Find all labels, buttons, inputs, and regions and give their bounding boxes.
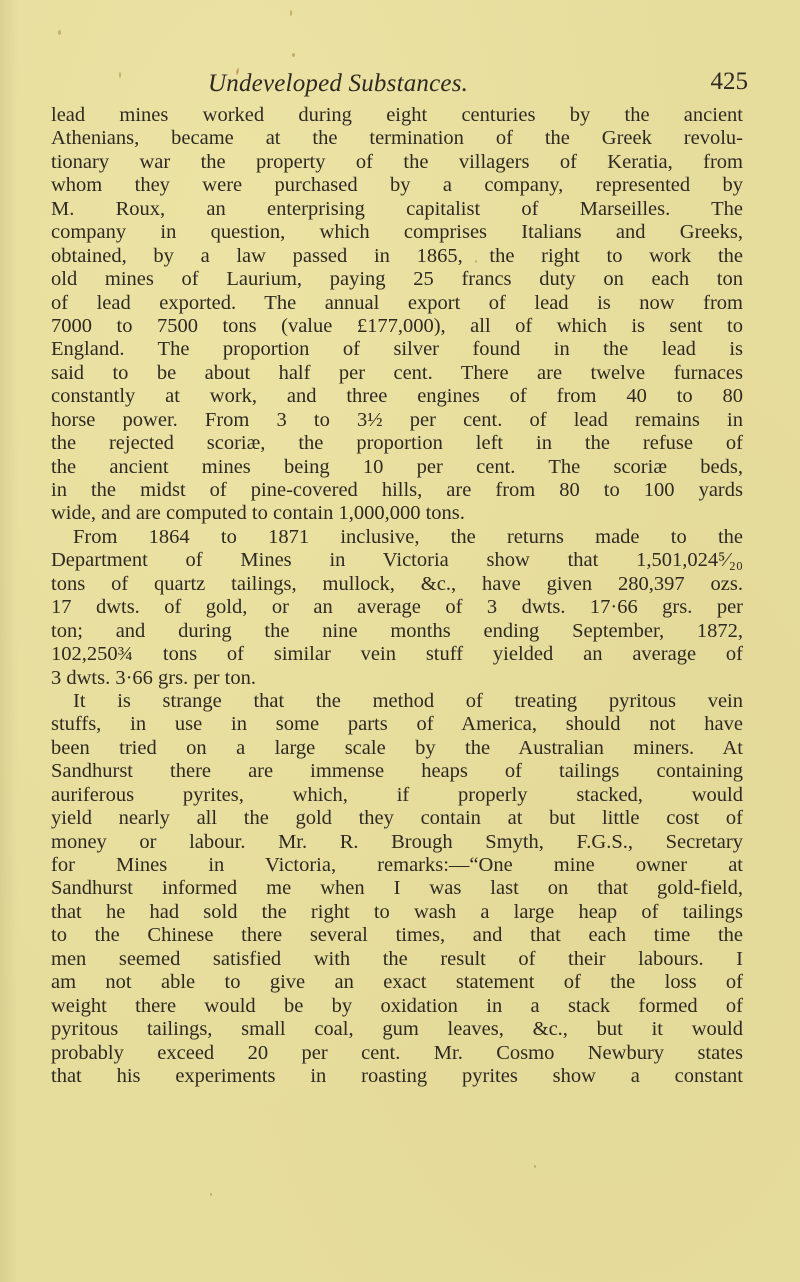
text-line: It is strange that the method of treating pyritous vein <box>73 689 743 712</box>
text-line: for Mines in Victoria, remarks:—“One mine owner at <box>51 854 743 876</box>
text-line: M. Roux, an enterprising capitalist of Marseilles. The <box>51 197 743 220</box>
text-line: old mines of Laurium, paying 25 francs duty on each ton <box>51 268 743 291</box>
text-line: horse power. From 3 to 3½ per cent. of lead remains in <box>51 408 743 431</box>
text-line: Department of Mines in Victoria show that 1,501,024⁵⁄₂₀ <box>51 549 743 572</box>
text-line: that his experiments in roasting pyrites show a constant <box>51 1064 743 1087</box>
paper-speck <box>58 30 61 35</box>
text-line: weight there would be by oxidation in a stack formed of <box>51 994 743 1017</box>
text-line: pyritous tailings, small coal, gum leaves, &c., but it would <box>51 1018 743 1041</box>
text-line: wide, and are computed to contain 1,000,000 tons. <box>51 502 465 525</box>
text-line: auriferous pyrites, which, if properly stacked, would <box>51 783 743 806</box>
paper-speck <box>534 1165 536 1168</box>
text-line: company in question, which comprises Italians and Greeks, <box>51 221 743 244</box>
page-number: 425 <box>710 68 748 95</box>
text-line: whom they were purchased by a company, represented by <box>51 174 743 197</box>
text-line: yield nearly all the gold they contain at but little cost of <box>51 807 743 830</box>
text-line: 17 dwts. of gold, or an average of 3 dwts. 17·66 grs. per <box>51 596 743 619</box>
text-line: obtained, by a law passed in 1865, the right to work the <box>51 244 743 267</box>
paper-speck <box>292 53 295 57</box>
text-line: lead mines worked during eight centuries by the ancient <box>51 104 743 126</box>
text-line: the rejected scoriæ, the proportion left in the refuse of <box>51 432 743 455</box>
text-line: tons of quartz tailings, mullock, &c., have given 280,397 ozs. <box>51 572 743 595</box>
text-line: From 1864 to 1871 inclusive, the returns made to the <box>73 525 743 548</box>
running-title: Undeveloped Substances. <box>208 70 469 97</box>
text-line: England. The proportion of silver found in the lead is <box>51 338 743 361</box>
page-gutter-shadow <box>0 0 18 1282</box>
text-line: that he had sold the right to wash a large heap of tailings <box>51 900 743 923</box>
text-line: constantly at work, and three engines of from 40 to 80 <box>51 385 743 408</box>
text-line: money or labour. Mr. R. Brough Smyth, F.G.S., Secretary <box>51 830 743 853</box>
text-line: the ancient mines being 10 per cent. The scoriæ beds, <box>51 455 743 478</box>
paragraph-3 <box>51 690 743 1088</box>
paper-speck <box>290 10 292 16</box>
body-text <box>51 104 743 1088</box>
text-line: men seemed satisfied with the result of their labours. I <box>51 947 743 970</box>
text-line: said to be about half per cent. There are twelve furnaces <box>51 361 743 384</box>
text-line: 7000 to 7500 tons (value £177,000), all of which is sent to <box>51 314 743 337</box>
text-line: Sandhurst there are immense heaps of tailings containing <box>51 760 743 783</box>
text-line: am not able to give an exact statement of the loss of <box>51 971 743 994</box>
text-line: 102,250¾ tons of similar vein stuff yielded an average of <box>51 643 743 666</box>
text-line: ton; and during the nine months ending September, 1872, <box>51 619 743 642</box>
paragraph-2 <box>51 526 743 690</box>
text-line: in the midst of pine-covered hills, are from 80 to 100 yards <box>51 479 743 501</box>
text-line: Athenians, became at the termination of the Greek revolu- <box>51 127 743 150</box>
text-line: of lead exported. The annual export of lead is now from <box>51 291 743 314</box>
text-line: Sandhurst informed me when I was last on that gold-field, <box>51 877 743 900</box>
paper-speck <box>210 1193 212 1196</box>
text-line: been tried on a large scale by the Australian miners. At <box>51 736 743 759</box>
paragraph-1 <box>51 104 743 526</box>
text-line: 3 dwts. 3·66 grs. per ton. <box>51 666 256 689</box>
text-line: probably exceed 20 per cent. Mr. Cosmo Newbury states <box>51 1041 743 1064</box>
text-line: to the Chinese there several times, and that each time the <box>51 924 743 947</box>
text-line: tionary war the property of the villagers of Keratia, from <box>51 150 743 173</box>
paper-speck <box>119 72 121 78</box>
text-line: stuffs, in use in some parts of America, should not have <box>51 713 743 736</box>
